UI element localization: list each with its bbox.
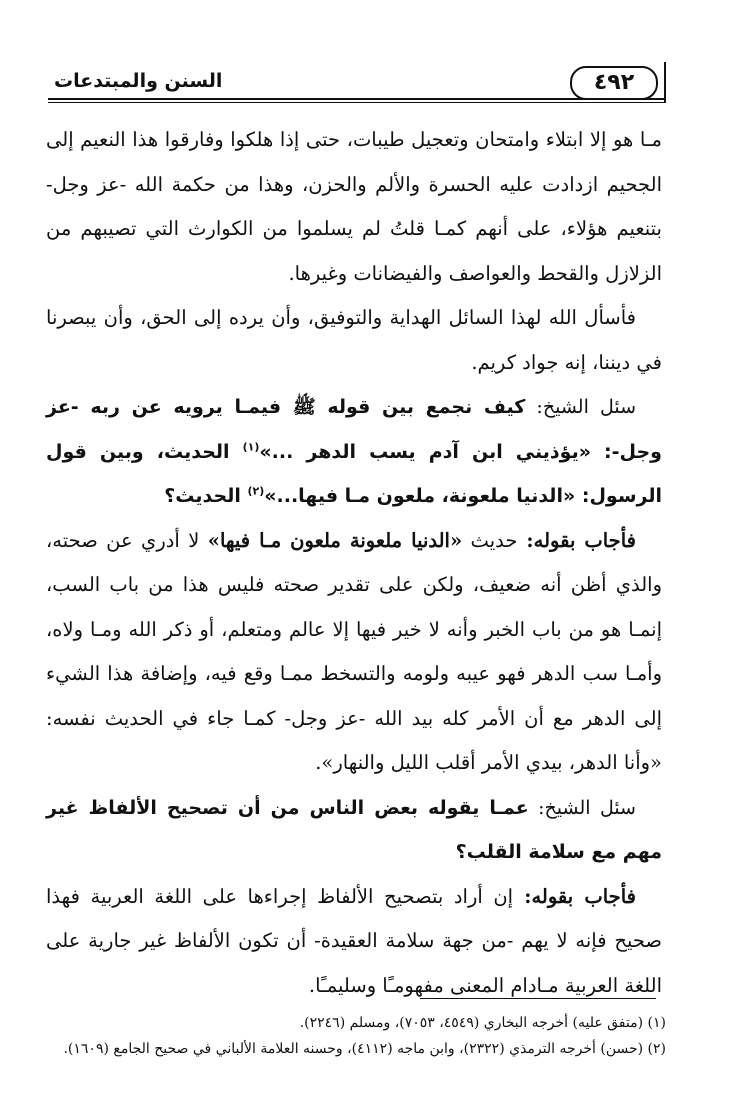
answer-1-quote: «الدنيا ملعونة ملعون مـا فيها»	[207, 528, 463, 552]
question-1-text-c: الحديث؟	[164, 485, 248, 507]
footnote-ref-1[interactable]: (١)	[242, 440, 260, 454]
footnote-rule	[420, 998, 656, 999]
paragraph-1: مـا هو إلا ابتلاء وامتحان وتعجيل طيبات، حتى إذا هلكوا وفارقوا هذا النعيم إلى الجحيم ازدادت عليه الحسرة والألم والحزن، وهذا من حكمة الله -عز وجل- بتنعيم هؤلاء، على أنهم كمـا قلتُ لم يسلموا من الكوارث التي تصيبهم من الزلازل والقحط والعواصف والفيضانات وغيرها.	[46, 128, 662, 285]
header-rule	[48, 98, 666, 100]
answer-2-text: إن أراد بتصحيح الألفاظ إجراءها على اللغة العربية فهذا صحيح فإنه لا يهم -من جهة سلامة العقيدة- أن تكون الألفاظ غير جارية على اللغة العربية مـادام المعنى مفهومـًا وسليمـًا.	[46, 884, 662, 997]
footnote-1: (١) (متفق عليه) أخرجه البخاري (٤٥٤٩، ٧٠٥٣)، ومسلم (٢٢٤٦).	[299, 1015, 666, 1031]
question-2	[46, 786, 662, 875]
answer-2	[46, 875, 662, 1009]
header-rule-thin	[48, 102, 666, 103]
main-text	[46, 118, 662, 1008]
answer-1	[46, 519, 662, 786]
answer-1-lead: فأجاب بقوله:	[517, 528, 636, 552]
question-1-text-a: كيف نجمع بين قوله ﷺ فيمـا يرويه عن ربه -عز وجل-: «يؤذيني ابن آدم يسب الدهر ...»	[46, 396, 662, 463]
footnote-2: (٢) (حسن) أخرجه الترمذي (٢٣٢٢)، وابن ماجه (٤١١٢)، وحسنه العلامة الألباني في صحيح الجامع (١٦٠٩).	[63, 1041, 666, 1057]
footnotes	[40, 1010, 666, 1062]
page-header	[48, 60, 666, 102]
footnote-ref-2[interactable]: (٢)	[247, 484, 265, 498]
question-1-text-b: الحديث، وبين قول الرسول: «الدنيا ملعونة، ملعون مـا فيها...»	[46, 440, 662, 507]
answer-1-pre: حديث	[462, 528, 518, 552]
question-2-text: عمـا يقوله بعض الناس من أن تصحيح الألفاظ غير مهم مع سلامة القلب؟	[46, 796, 662, 863]
question-1-lead: سئل الشيخ:	[525, 396, 636, 418]
running-title: السنن والمبتدعات	[54, 70, 223, 92]
page-number: ٤٩٢	[570, 66, 658, 100]
answer-2-lead: فأجاب بقوله:	[513, 884, 636, 908]
answer-1-rest: لا أدري عن صحته، والذي أظن أنه ضعيف، ولكن على تقدير صحته فليس هذا من باب السب، إنمـا هو من باب الخبر وأنه لا خير فيها إلا عالم ومتعلم، أو ذكر الله ومـا ولاه، وأمـا سب الدهر فهو عيبه ولومه والتسخط ممـا وقع فيه، وإضافة هذا الشيء إلى الدهر مع أن الأمر كله بيد الله -عز وجل- كمـا جاء في الحديث نفسه: «وأنا الدهر، بيدي الأمر أقلب الليل والنهار».	[46, 528, 662, 774]
header-bracket	[658, 62, 666, 102]
question-1	[46, 385, 662, 519]
paragraph-2: فأسأل الله لهذا السائل الهداية والتوفيق، وأن يرده إلى الحق، وأن يبصرنا في ديننا، إنه جواد كريم.	[46, 306, 662, 374]
question-2-lead: سئل الشيخ:	[528, 796, 636, 819]
